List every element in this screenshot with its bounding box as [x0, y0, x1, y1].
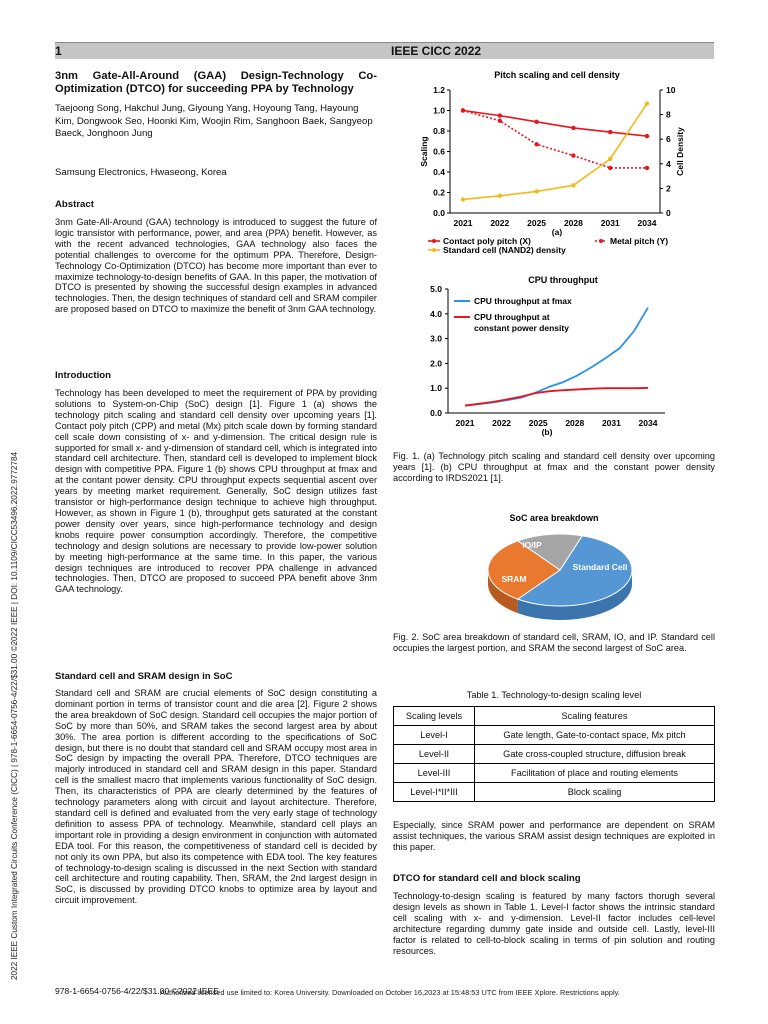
data-point	[645, 101, 649, 105]
conference-name: IEEE CICC 2022	[391, 44, 482, 58]
fig1b-chart	[395, 272, 717, 447]
legend-label: CPU throughput at fmax	[474, 296, 572, 306]
x-tick-label: 2031	[601, 418, 621, 428]
y2-tick-label: 8	[666, 109, 671, 120]
y-tick-label: 1.0	[433, 105, 445, 116]
x-tick-label: 2034	[638, 418, 658, 428]
legend-label: Standard cell (NAND2) density	[443, 245, 566, 255]
data-point	[608, 130, 612, 134]
table-cell: Level-I*II*III	[394, 783, 475, 802]
fig2-caption: Fig. 2. SoC area breakdown of standard cell, SRAM, IO, and IP. Standard cell occupies the largest portion, and SRAM the second largest of SoC area.	[393, 632, 715, 653]
y-tick-label: 0.0	[433, 208, 445, 218]
fig1b-title: CPU throughput	[528, 275, 598, 285]
y-tick-label: 3.0	[430, 333, 442, 344]
table-cell: Level-II	[394, 745, 475, 764]
x-tick-label: 2034	[637, 218, 657, 228]
pie-label: Standard Cell	[572, 562, 628, 572]
data-point	[645, 134, 649, 138]
intro-heading: Introduction	[55, 370, 111, 381]
data-point	[498, 119, 502, 123]
x-tick-label: 2021	[455, 418, 475, 428]
table1-caption: Table 1. Technology-to-design scaling level	[466, 690, 642, 700]
data-point	[534, 120, 538, 124]
y2-tick-label: 6	[666, 134, 671, 145]
legend-label: CPU throughput at	[474, 312, 550, 322]
x-tick-label: 2031	[600, 218, 620, 228]
footer-license: Authorized licensed use limited to: Korea University. Downloaded on October 16,2023 at 15:48:53 UTC from IEEE Xplore. Restrictions apply.	[160, 988, 620, 997]
table-header-cell: Scaling levels	[394, 707, 475, 726]
y2-tick-label: 0	[666, 208, 671, 218]
y-tick-label: 2.0	[430, 358, 442, 369]
legend-label: constant power density	[474, 323, 569, 333]
data-point	[571, 126, 575, 130]
x-tick-label: 2028	[565, 418, 585, 428]
header-bar	[55, 42, 714, 59]
std-heading: Standard cell and SRAM design in SoC	[55, 671, 233, 682]
x-tick-label: 2028	[563, 218, 583, 228]
data-point	[645, 166, 649, 170]
data-point	[498, 113, 502, 117]
legend-label: Metal pitch (Y)	[610, 236, 669, 246]
table-cell: Level-III	[394, 764, 475, 783]
page-number: 1	[55, 44, 62, 58]
data-point	[461, 108, 465, 112]
y-tick-label: 1.2	[433, 85, 445, 95]
data-point	[571, 153, 575, 157]
legend-label: Contact poly pitch (X)	[443, 236, 531, 246]
data-point	[534, 142, 538, 146]
y-tick-label: 5.0	[430, 284, 442, 294]
dtco-heading: DTCO for standard cell and block scaling	[393, 873, 581, 884]
fig1a-sublabel: (a)	[551, 227, 563, 237]
x-tick-label: 2022	[490, 218, 510, 228]
y2-axis-label: Cell Density	[675, 127, 685, 176]
table-row	[394, 783, 715, 802]
y-tick-label: 0.0	[430, 408, 442, 418]
paper-affiliation: Samsung Electronics, Hwaseong, Korea	[55, 167, 227, 178]
y2-tick-label: 4	[666, 158, 671, 169]
y-tick-label: 1.0	[430, 383, 442, 394]
fig2-chart	[470, 508, 650, 628]
table-cell: Gate cross-coupled structure, diffusion break	[475, 745, 715, 764]
sidebar-doi: 2022 IEEE Custom Integrated Circuits Conference (CICC) | 978-1-6654-0756-4/22/$31.00 ©2022 IEEE | DOI: 10.1109/CICC53496.2022.9772784	[10, 451, 19, 980]
paper-authors: Taejoong Song, Hakchul Jung, Giyoung Yang, Hoyoung Tang, Hayoung Kim, Dongwook Seo, Hoonki Kim, Woojin Rim, Sanghoon Baek, Sangyeop Baeck, Jonghoon Jung	[55, 103, 373, 139]
intro-body: Technology has been developed to meet the requirement of PPA by providing solutions to System-on-Chip (SoC) design [1]. Figure 1 (a) shows the technology pitch scaling and standard cell density over upcoming years [1]. Contact poly pitch (CPP) and metal (Mx) pitch scale down by forming standard cell scale down consisting of x- and y-dimension. The critical design rule is supported for small x- and y-dimension of standard cell, which is integrated into standard cell architecture. Then, standard cell is developed to implement block design with competitive PPA. Figure 1 (b) shows CPU throughput at fmax and at the contant power density. CPU throughput expects sequential ascent over years by meeting market requirement. Generally, SoC design utilizes fast transistor or high-performance design technique to achieve high throughput. However, as shown in Figure 1 (b), throughput gets saturated at the constant power density over years, since high-performance technology and design knobs require power consumption accordingly. Therefore, the competitive technology and design solutions are necessary to provide low-power solution by meeting high-performance at the same time. In this paper, the various design techniques are introduced to recover PPA challenge in advanced technologies. Then, DTCO are proposed to succeed PPA benefit above 3nm GAA technology.	[55, 388, 377, 595]
table1	[393, 706, 715, 802]
table-cell: Facilitation of place and routing elements	[475, 764, 715, 783]
data-point	[608, 157, 612, 161]
x-tick-label: 2025	[527, 218, 547, 228]
table-row	[394, 764, 715, 783]
y-tick-label: 0.2	[433, 187, 445, 198]
y2-tick-label: 10	[666, 85, 676, 95]
legend-marker	[432, 248, 436, 252]
fig1a-chart	[395, 68, 717, 268]
table-cell: Block scaling	[475, 783, 715, 802]
y-axis-label: Scaling	[419, 136, 429, 167]
x-tick-label: 2022	[492, 418, 512, 428]
data-point	[534, 189, 538, 193]
data-point	[498, 194, 502, 198]
legend-marker	[599, 239, 603, 243]
x-tick-label: 2025	[528, 418, 548, 428]
table-cell: Gate length, Gate-to-contact space, Mx pitch	[475, 726, 715, 745]
abstract-heading: Abstract	[55, 199, 94, 210]
sram-paragraph: Especially, since SRAM power and performance are dependent on SRAM assist techniques, the various SRAM assist design techniques are exploited in this paper.	[393, 820, 715, 852]
y-tick-label: 4.0	[430, 308, 442, 319]
dtco-body: Technology-to-design scaling is featured by many factors thorugh several design levels as shown in Table 1. Level-I factor shows the intrinsic standard cell scaling with x- and y-dimension. Level-II factor includes cell-level architecture regarding dummy gate inside and outside cell. Lastly, level-III factor is related to cell-to-block scaling in terms of pin solution and routing resources.	[393, 891, 715, 956]
data-point	[461, 197, 465, 201]
x-tick-label: 2021	[453, 218, 473, 228]
series-line	[463, 111, 647, 137]
fig1-caption: Fig. 1. (a) Technology pitch scaling and standard cell density over upcoming years [1]. (b) CPU throughput at fmax and the constant power density according to IRDS2021 [1].	[393, 451, 715, 483]
series-line	[463, 111, 647, 168]
pie-label: SRAM	[501, 574, 527, 584]
abstract-body: 3nm Gate-All-Around (GAA) technology is introduced to suggest the future of logic transistor with performance, power, and area (PPA) benefit. However, as with the recent advanced technologies, GAA technology also faces the potential challenges to overcome for the optimum PPA. Therefore, Design-Technology Co-Optimization (DTCO) has become more important than ever to maximize technology-to-design benefits of GAA. In this paper, the motivation of DTCO is presented by showing the successful design examples in advanced technologies. Then, the design techniques of standard cell and SRAM compiler are proposed based on DTCO to maximize the benefit of 3nm GAA technology.	[55, 217, 377, 315]
data-point	[571, 183, 575, 187]
data-point	[608, 166, 612, 170]
pie-label: IO/IP	[522, 540, 542, 550]
table-header-row	[394, 707, 715, 726]
table-row	[394, 745, 715, 764]
y-tick-label: 0.6	[433, 146, 445, 157]
legend-marker	[432, 239, 436, 243]
table-cell: Level-I	[394, 726, 475, 745]
fig1b-sublabel: (b)	[541, 427, 553, 437]
table-header-cell: Scaling features	[475, 707, 715, 726]
paper-title: 3nm Gate-All-Around (GAA) Design-Technology Co-Optimization (DTCO) for succeeding PPA by Technology	[55, 70, 377, 95]
std-body: Standard cell and SRAM are crucial elements of SoC design constituting a dominant portion in terms of transistor count and die area [2]. Figure 2 shows the area breakdown of SoC design. Standard cell occupies the major portion of SoC by more than 50%, and SRAM takes the second largest area by about 30%. The area portion is different according to the specifications of SoC design, but there is no doubt that standard cell and SRAM occupy most area in SoC design by impacting the overall PPA. Therefore, DTCO techniques are majorly introduced in standard cell and SRAM design in this paper. Standard cell is the smallest macro that implements various functionality of SoC design. Then, its characteristics of PPA are clearly determined by the features of technology parameters along with circuit and layout architecture. Therefore, standard cell is defined and evaluated from the very early stage of technology definition to assess PPA of technology. Meanwhile, standard cell plays an important role in providing a design environment in conjunction with automated EDA tool. For this reason, the competitiveness of standard cell is decided by not only its own PPA, but also its competence with EDA tool. The key features of technology-to-design scaling is discussed in the next Section with standard cell architecture and routing capability. Then, SRAM, the 2nd largest design in SoC, is discussed by providing DTCO knobs to optimize area by layout and circuit improvement.	[55, 688, 377, 906]
fig1a-title: Pitch scaling and cell density	[494, 70, 620, 80]
y2-tick-label: 2	[666, 183, 671, 194]
table-row	[394, 726, 715, 745]
footer-copyright: 978-1-6654-0756-4/22/$31.00 ©2022 IEEE	[55, 986, 220, 996]
fig2-title: SoC area breakdown	[509, 513, 599, 523]
y-tick-label: 0.4	[433, 167, 445, 177]
y-tick-label: 0.8	[433, 126, 445, 136]
